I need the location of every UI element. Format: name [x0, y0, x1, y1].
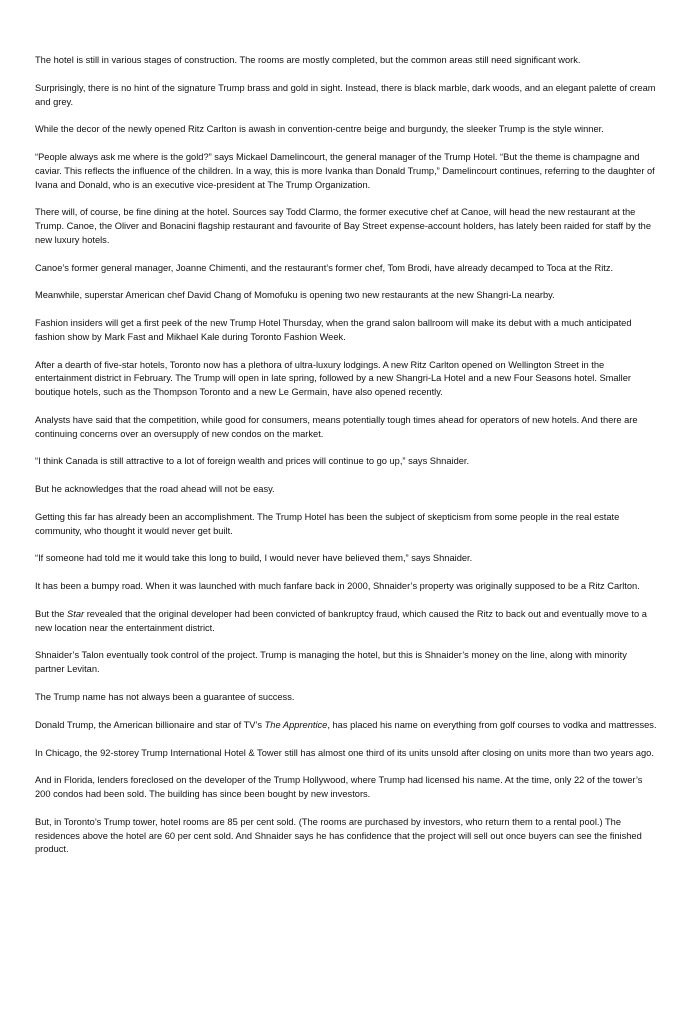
- paragraph-22: But, in Toronto’s Trump tower, hotel rooms are 85 per cent sold. (The rooms are purchased by investors, who return them to a rental pool.) The residences above the hotel are 60 per cent sold. And Shnaider says he has confidence that the project will sell out once buyers can see the finished product.: [35, 816, 642, 855]
- paragraph-17: Shnaider’s Talon eventually took control of the project. Trump is managing the hotel, but this is Shnaider’s money on the line, along with minority partner Levitan.: [35, 650, 627, 675]
- paragraph-15: It has been a bumpy road. When it was launched with much fanfare back in 2000, Shnaider’s property was originally supposed to be a Ritz Carlton.: [35, 581, 640, 592]
- paragraph-8: Fashion insiders will get a first peek of the new Trump Hotel Thursday, when the grand salon ballroom will make its debut with a much anticipated fashion show by Mark Fast and Mikhael Kale during Toronto Fashion Week.: [35, 318, 632, 342]
- paragraph-16-after: revealed that the original developer had been convicted of bankruptcy fraud, which caused the Ritz to back out and eventually move to a new location near the entertainment district.: [35, 608, 647, 633]
- paragraph-19-before: Donald Trump, the American billionaire and star of TV’s: [35, 719, 265, 730]
- paragraph-7: Meanwhile, superstar American chef David Chang of Momofuku is opening two new restaurants at the new Shangri-La nearby.: [35, 290, 555, 301]
- paragraph-5: There will, of course, be fine dining at the hotel. Sources say Todd Clarmo, the former executive chef at Canoe, will head the new restaurant at the Trump. Canoe, the Oliver and Bonacini flagship restaurant and favourite of Bay Street expense-account holders, has lately been raided for staff by the new luxury hotels.: [35, 207, 652, 245]
- paragraph-6: Canoe’s former general manager, Joanne Chimenti, and the restaurant’s former chef, Tom Brodi, have already decamped to Toca at the Ritz.: [35, 262, 614, 273]
- paragraph-16-before: But the: [35, 608, 68, 619]
- article-body: [35, 54, 657, 871]
- star-newspaper-title: Star: [67, 608, 85, 619]
- paragraph-19: [35, 719, 657, 733]
- paragraph-20: In Chicago, the 92-storey Trump International Hotel & Tower still has almost one third of its units unsold after closing on units more than two years ago.: [35, 747, 654, 758]
- paragraph-18: The Trump name has not always been a guarantee of success.: [35, 691, 295, 702]
- paragraph-9: After a dearth of five-star hotels, Toronto now has a plethora of ultra-luxury lodgings. A new Ritz Carlton opened on Wellington Street in the entertainment district in February. The Trump will open in late spring, followed by a new Shangri-La Hotel and a new Four Seasons hotel. Smaller boutique hotels, such as the Thompson Toronto and a new Le Germain, have also opened recently.: [35, 359, 631, 397]
- paragraph-16: [35, 608, 657, 635]
- paragraph-19-after: , has placed his name on everything from golf courses to vodka and mattresses.: [327, 719, 657, 730]
- paragraph-11: “I think Canada is still attractive to a lot of foreign wealth and prices will continue to go up,” says Shnaider.: [35, 456, 470, 467]
- apprentice-show-title: The Apprentice: [264, 719, 328, 730]
- paragraph-13: Getting this far has already been an accomplishment. The Trump Hotel has been the subject of skepticism from some people in the real estate community, who thought it would never get built.: [35, 511, 620, 536]
- paragraph-4: “People always ask me where is the gold?” says Mickael Damelincourt, the general manager of the Trump Hotel. “But the theme is champagne and caviar. This reflects the influence of the children. In a way, this is more Ivanka than Donald Trump,” Damelincourt continues, referring to the daughter of Ivana and Donald, who is an executive vice-president at The Trump Organization.: [35, 152, 655, 190]
- paragraph-14: “If someone had told me it would take this long to build, I would never have believed them,” says Shnaider.: [35, 553, 473, 564]
- paragraph-3: While the decor of the newly opened Ritz Carlton is awash in convention-centre beige and burgundy, the sleeker Trump is the style winner.: [35, 124, 604, 135]
- paragraph-1: The hotel is still in various stages of construction. The rooms are mostly completed, but the common areas still need significant work.: [35, 55, 581, 65]
- paragraph-21: And in Florida, lenders foreclosed on the developer of the Trump Hollywood, where Trump had licensed his name. At the time, only 22 of the tower’s 200 condos had been sold. The building has since been bought by new investors.: [35, 775, 643, 800]
- paragraph-2: Surprisingly, there is no hint of the signature Trump brass and gold in sight. Instead, there is black marble, dark woods, and an elegant palette of cream and grey.: [35, 82, 656, 107]
- paragraph-10: Analysts have said that the competition, while good for consumers, means potentially tough times ahead for operators of new hotels. And there are continuing concerns over an oversupply of new condos on the market.: [35, 414, 638, 439]
- paragraph-12: But he acknowledges that the road ahead will not be easy.: [35, 484, 275, 495]
